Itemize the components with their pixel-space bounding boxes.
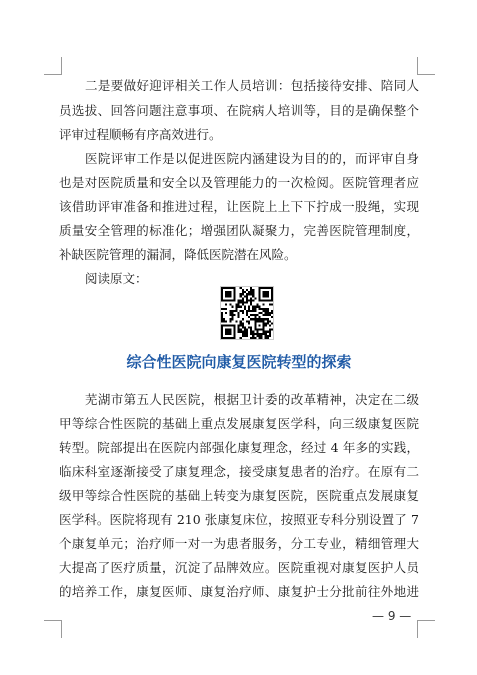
text-line: 医院评审工作是以促进医院内涵建设为目的的，而评审自身 [85, 151, 419, 166]
text-line: 甲等综合性医院的基础上重点发展康复医学科，向三级康复医院 [59, 416, 419, 431]
text-line: 的培养工作，康复医师、康复治疗师、康复护士分批前往外地进 [59, 584, 419, 599]
read-original-label: 阅读原文： [85, 271, 148, 286]
text-line: 评审过程顺畅有序高效进行。 [59, 127, 222, 142]
crop-mark-top-left [44, 57, 62, 75]
text-line: 大提高了医疗质量，沉淀了品牌效应。医院重视对康复医护人员 [59, 560, 419, 575]
crop-mark-top-right [417, 57, 435, 75]
text-line: 个康复单元；治疗师一对一为患者服务，分工专业，精细管理大 [59, 536, 419, 551]
article-title: 综合性医院向康复医院转型的探索 [126, 353, 352, 371]
text-line: 医学科。医院将现有 210 张康复床位，按照亚专科分别设置了 7 [59, 512, 419, 527]
text-line: 质量安全管理的标准化；增强团队凝聚力，完善医院管理制度， [59, 223, 419, 238]
text-line: 级甲等综合性医院的基础上转变为康复医院，医院重点发展康复 [59, 488, 419, 503]
qr-code-icon[interactable] [220, 286, 274, 340]
page-number: — 9 — [372, 609, 412, 623]
text-line: 该借助评审准备和推进过程，让医院上上下下拧成一股绳，实现 [59, 199, 419, 214]
crop-mark-bottom-left [44, 620, 62, 638]
text-line: 转型。院部提出在医院内部强化康复理念，经过 4 年多的实践， [59, 440, 419, 455]
text-line: 员选拔、回答问题注意事项、在院病人培训等，目的是确保整个 [59, 103, 419, 118]
text-line: 补缺医院管理的漏洞，降低医院潜在风险。 [59, 247, 297, 262]
text-line: 二是要做好迎评相关工作人员培训：包括接待安排、陪同人 [85, 78, 419, 93]
text-line: 也是对医院质量和安全以及管理能力的一次检阅。医院管理者应 [59, 175, 419, 190]
text-line: 临床科室逐渐接受了康复理念，接受康复患者的治疗。在原有二 [59, 464, 419, 479]
text-line: 芜湖市第五人民医院，根据卫计委的改革精神，决定在二级 [85, 392, 419, 407]
